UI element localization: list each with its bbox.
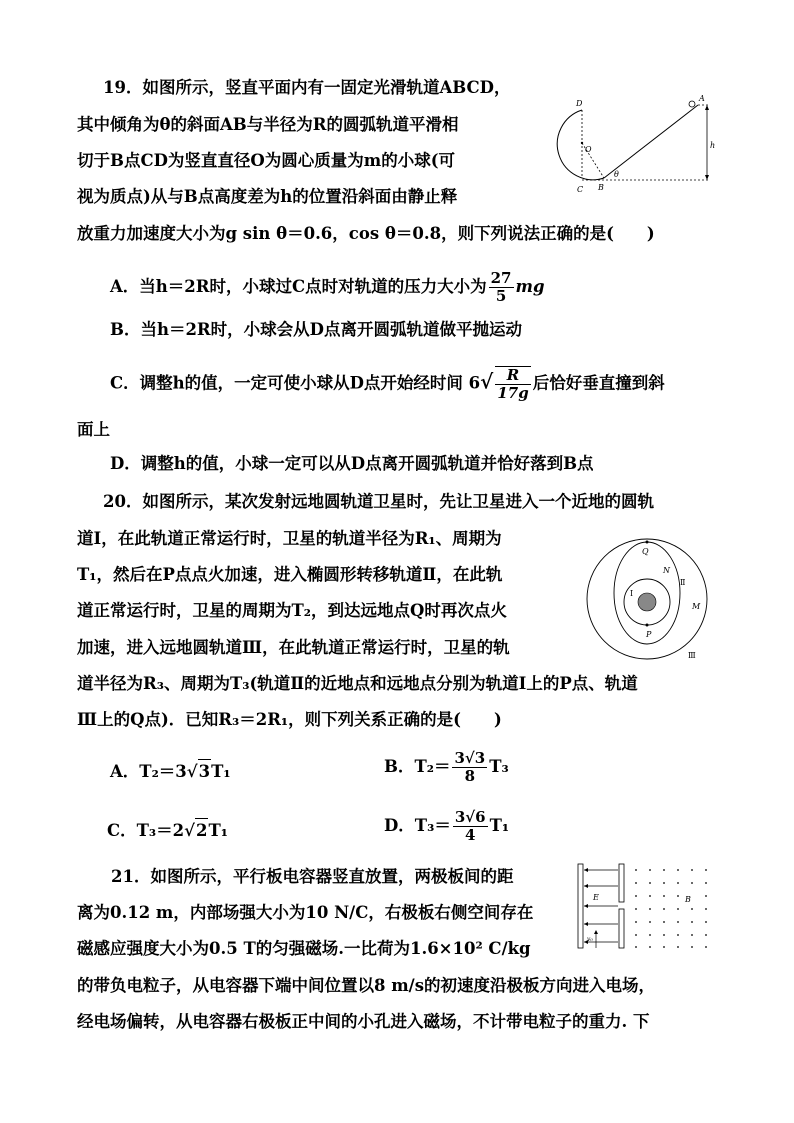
label-E: E: [593, 893, 599, 902]
label-O: O: [585, 145, 592, 154]
q19-option-b: B．当h＝2R时，小球会从D点离开圆弧轨道做平抛运动: [110, 320, 522, 339]
q20-figure: [583, 524, 723, 666]
q20-line-6: 道半径为R₃、周期为T₃(轨道Ⅱ的近地点和远地点分别为轨道Ⅰ上的P点、轨道: [77, 674, 638, 693]
q19-option-c-cont: 面上: [77, 420, 110, 439]
q19-option-a: A．当h＝2R时，小球过C点时对轨道的压力大小为 $\frac{27}{5}$ mg: [110, 269, 545, 305]
label-A: A: [699, 94, 705, 103]
label-v0: v₀: [587, 936, 593, 943]
q20-option-b: B．T₂＝ $\frac{3√3}{8}$ T₃: [384, 749, 509, 785]
label-C: C: [577, 185, 584, 194]
q20-option-c: C．T₃＝2√2T₁: [107, 818, 228, 843]
q19-line-5: 放重力加速度大小为g sin θ＝0.6，cos θ＝0.8，则下列说法正确的是( ): [77, 224, 655, 243]
right-plate-bottom: [619, 909, 624, 948]
q19-line-4: 视为质点)从与B点高度差为h的位置沿斜面由静止释: [77, 187, 458, 206]
q19-option-c: C．调整h的值，一定可使小球从D点开始经时间 6√ $\frac{R}{17g}$ 后恰好垂直撞到斜: [110, 366, 665, 402]
label-h: h: [710, 141, 716, 150]
q20-line-3: T₁，然后在P点点火加速，进入椭圆形转移轨道Ⅱ，在此轨: [77, 565, 503, 584]
label-theta: θ: [614, 170, 619, 179]
q21-line-5: 经电场偏转，从电容器右极板正中间的小孔进入磁场，不计带电粒子的重力. 下: [77, 1012, 650, 1031]
q21-line-3: 磁感应强度大小为0.5 T的匀强磁场.一比荷为1.6×10² C/kg: [77, 939, 531, 958]
label-B: B: [685, 895, 691, 904]
q20-option-a: A．T₂＝3√3T₁: [110, 759, 231, 784]
q21-line-1: 21．如图所示，平行板电容器竖直放置，两极板间的距: [111, 867, 514, 886]
label-III: Ⅲ: [688, 651, 696, 660]
circular-track: [557, 110, 604, 180]
label-II: Ⅱ: [680, 578, 686, 587]
q19-figure: [548, 92, 724, 198]
q20-option-d: D．T₃＝ $\frac{3√6}{4}$ T₁: [384, 808, 510, 844]
q20-line-7: Ⅲ上的Q点)．已知R₃＝2R₁，则下列关系正确的是( ): [77, 710, 502, 729]
label-D: D: [576, 99, 583, 108]
incline-slope: [604, 105, 698, 178]
left-plate: [578, 864, 583, 948]
q19-option-d: D．调整h的值，小球一定可以从D点离开圆弧轨道并恰好落到B点: [110, 454, 594, 473]
right-plate-top: [619, 864, 624, 902]
earth: [638, 593, 656, 611]
q19-line-2: 其中倾角为θ的斜面AB与半径为R的圆弧轨道平滑相: [77, 115, 459, 134]
q20-line-4: 道正常运行时，卫星的周期为T₂，到达远地点Q时再次点火: [77, 601, 507, 620]
label-M: M: [692, 602, 701, 611]
label-P: P: [646, 630, 652, 639]
q19-line-1: 19．如图所示，竖直平面内有一固定光滑轨道ABCD，: [103, 78, 511, 97]
q21-figure: [576, 862, 716, 950]
q21-line-4: 的带负电粒子，从电容器下端中间位置以8 m/s的初速度沿极板方向进入电场，: [77, 976, 655, 995]
q20-line-5: 加速，进入远地圆轨道Ⅲ，在此轨道正常运行时，卫星的轨: [77, 638, 510, 657]
label-Q: Q: [642, 547, 649, 556]
q19-line-3: 切于B点CD为竖直直径O为圆心质量为m的小球(可: [77, 151, 456, 170]
label-B: B: [598, 183, 604, 192]
center-dot: [581, 142, 583, 144]
q20-line-1: 20．如图所示，某次发射远地圆轨道卫星时，先让卫星进入一个近地的圆轨: [103, 492, 654, 511]
label-I: Ⅰ: [630, 589, 634, 598]
label-N: N: [663, 566, 670, 575]
q21-line-2: 离为0.12 m，内部场强大小为10 N/C，右极板右侧空间存在: [77, 903, 534, 922]
ball: [689, 101, 695, 107]
q20-line-2: 道Ⅰ，在此轨道正常运行时，卫星的轨道半径为R₁、周期为: [77, 529, 502, 548]
